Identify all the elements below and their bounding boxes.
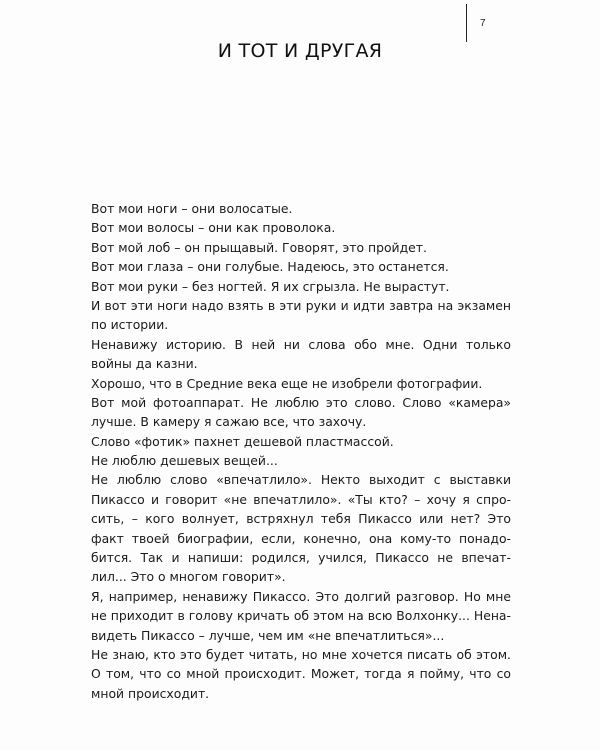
text-line: мной происходит. (91, 685, 210, 701)
text-line: бится. Так и напиши: родился, учился, Пикассо не впечат- (91, 550, 511, 566)
text-line: Не знаю, кто это будет читать, но мне хочется писать об этом. (91, 646, 511, 662)
text-line: сить, – кого волнует, встряхнул тебя Пикассо или нет? Это (91, 511, 511, 527)
text-line: лил... Это о многом говорит». (91, 569, 286, 585)
text-line: не приходит в голову кричать об этом на всю Волхонку... Нена- (91, 608, 511, 624)
text-line: Пикассо и говорит «не впечатлило». «Ты кто? – хочу я спро- (91, 491, 511, 507)
text-line: Ненавижу историю. В ней ни слова обо мне. Одни только (91, 336, 511, 352)
text-line: Вот мои волосы – они как проволока. (91, 220, 336, 236)
text-line: лучше. В камеру я сажаю все, что захочу. (91, 414, 367, 430)
text-line: Вот мои глаза – они голубые. Надеюсь, это останется. (91, 259, 449, 275)
text-line: Не люблю слово «впечатлило». Некто выходит с выставки (91, 472, 511, 488)
text-line: факт твоей биографии, если, конечно, она кому-то понадо- (91, 530, 511, 546)
text-line: Слово «фотик» пахнет дешевой пластмассой. (91, 433, 394, 449)
text-line: Я, например, ненавижу Пикассо. Это долгий разговор. Но мне (91, 588, 511, 604)
body-text (91, 199, 511, 703)
text-line: О том, что со мной происходит. Может, тогда я пойму, что со (91, 666, 511, 682)
page-number: 7 (480, 18, 486, 29)
chapter-title: И ТОТ И ДРУГАЯ (217, 40, 383, 62)
text-line: И вот эти ноги надо взять в эти руки и идти завтра на экзамен (91, 297, 511, 313)
text-line: Вот мои руки – без ногтей. Я их сгрызла. Не вырастут. (91, 278, 450, 294)
text-line: Хорошо, что в Средние века еще не изобрели фотографии. (91, 375, 483, 391)
text-line: по истории. (91, 317, 169, 333)
margin-rule (466, 4, 467, 42)
text-line: войны да казни. (91, 356, 198, 372)
text-line: Вот мой лоб – он прыщавый. Говорят, это пройдет. (91, 239, 427, 255)
text-line: Вот мой фотоаппарат. Не люблю это слово. Слово «камера» (91, 394, 511, 410)
text-line: видеть Пикассо – лучше, чем им «не впечатлиться»... (91, 627, 445, 643)
text-line: Вот мои ноги – они волосатые. (91, 201, 293, 216)
text-line: Не люблю дешевых вещей... (91, 453, 278, 469)
